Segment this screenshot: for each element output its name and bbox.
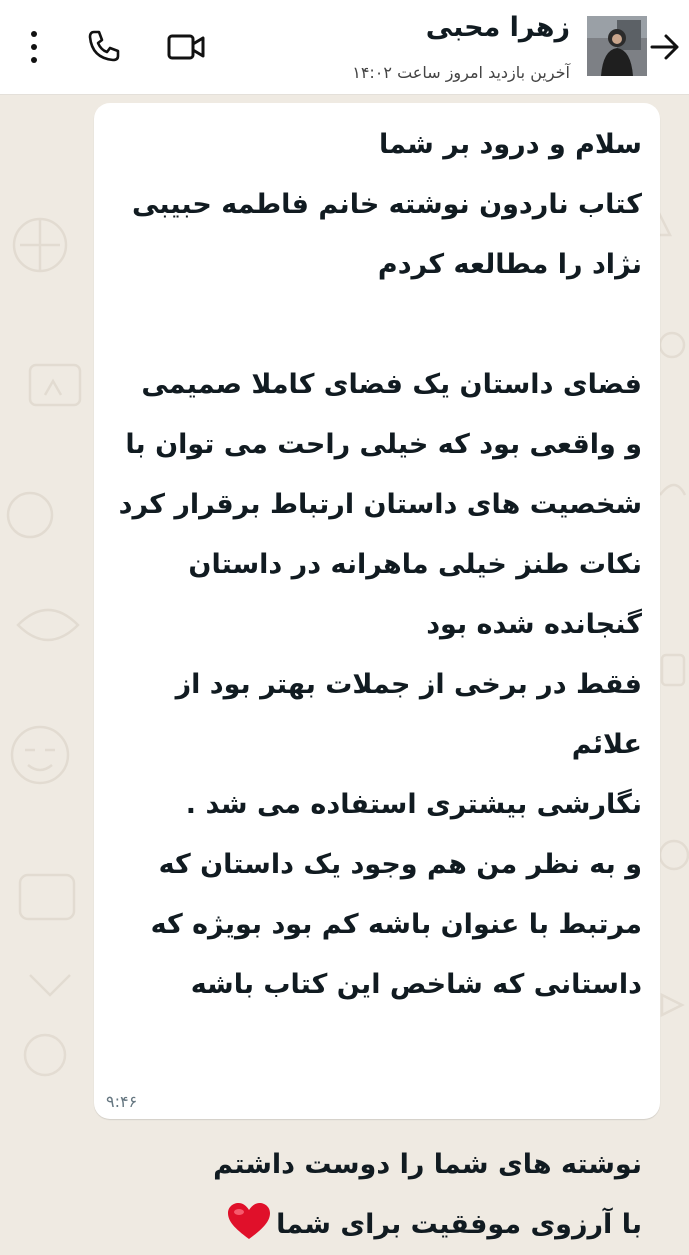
phone-icon[interactable] [86, 28, 122, 64]
message-last-line: با آرزوی موفقیت برای شما [276, 1209, 642, 1240]
contact-name[interactable]: زهرا محبی [425, 12, 570, 43]
avatar-photo [587, 16, 647, 76]
message-text [102, 115, 642, 1255]
last-seen-status: آخرین بازدید امروز ساعت ۱۴:۰۲ [352, 63, 570, 82]
video-camera-icon[interactable] [166, 30, 206, 64]
message-timestamp: ۹:۴۶ [106, 1092, 138, 1111]
arrow-right-icon[interactable] [648, 30, 682, 64]
chat-area[interactable] [0, 95, 689, 1240]
avatar[interactable] [587, 16, 647, 76]
red-heart-icon [226, 1201, 272, 1241]
message-bubble[interactable] [94, 103, 660, 1240]
message-body: سلام و درود بر شما کتاب ناردون نوشته خانم فاطمه حبیبی نژاد را مطالعه کردم فضای داستان یک فضای کاملا صمیمی و واقعی بود که خیلی راحت می توان با شخصیت های داستان ارتباط برقرار کرد نکات طنز خیلی ماهرانه در داستان گنجانده شده بود فقط در برخی از جملات بهتر بود از علائم نگارشی بیشتری استفاده می شد . و به نظر من هم وجود یک داستان که مرتبط با عنوان باشه کم بود بویژه که داستانی که شاخص این کتاب باشه نوشته های شما را دوست داشتم [118, 129, 642, 1180]
chat-header [0, 0, 689, 95]
more-vertical-icon[interactable] [24, 28, 44, 66]
